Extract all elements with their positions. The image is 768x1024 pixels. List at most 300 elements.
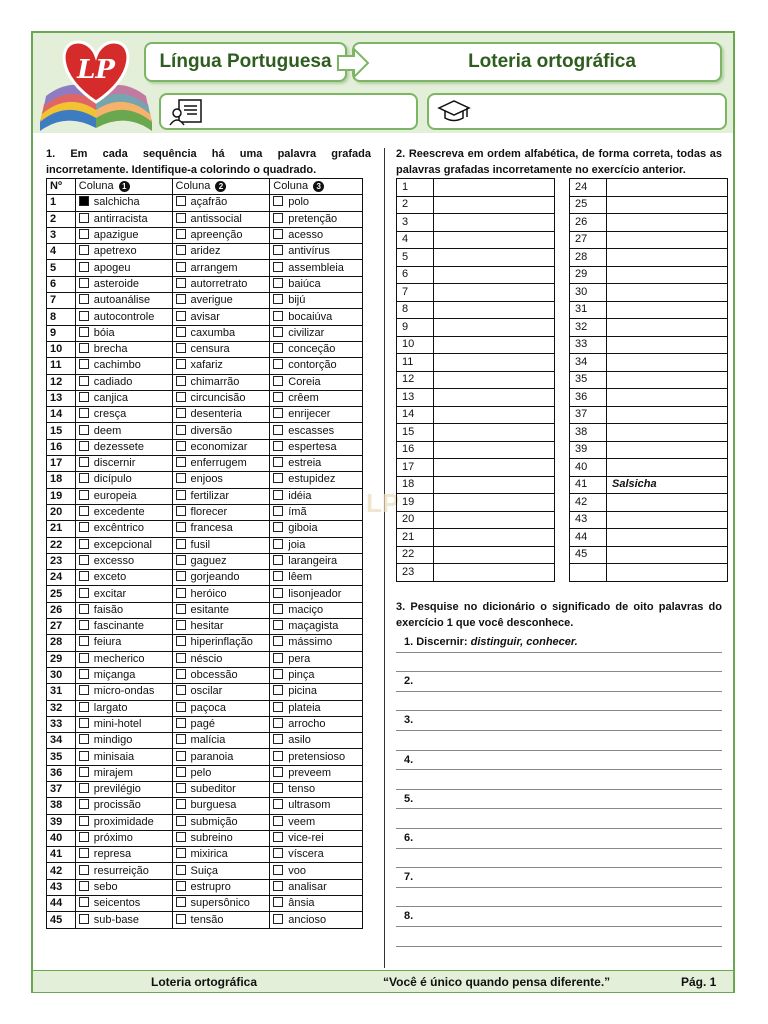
answer-field[interactable] (607, 459, 728, 477)
checkbox[interactable] (176, 734, 186, 744)
checkbox[interactable] (273, 229, 283, 239)
definition-item[interactable]: 8. (396, 907, 722, 927)
student-name-box[interactable] (159, 93, 418, 130)
word-option-col-2[interactable] (172, 423, 270, 439)
checkbox[interactable] (273, 636, 283, 646)
word-option-col-1[interactable] (75, 912, 172, 928)
word-option-col-1[interactable] (75, 521, 172, 537)
answer-field[interactable] (434, 476, 555, 494)
checkbox[interactable] (176, 865, 186, 875)
word-option-col-3[interactable] (270, 456, 363, 472)
checkbox[interactable] (79, 245, 89, 255)
checkbox[interactable] (79, 490, 89, 500)
checkbox[interactable] (176, 229, 186, 239)
checkbox[interactable] (79, 294, 89, 304)
word-option-col-1[interactable] (75, 439, 172, 455)
word-option-col-1[interactable] (75, 684, 172, 700)
checkbox[interactable] (176, 506, 186, 516)
answer-field[interactable] (434, 301, 555, 319)
checkbox[interactable] (79, 213, 89, 223)
answer-field[interactable] (607, 494, 728, 512)
word-option-col-1[interactable] (75, 896, 172, 912)
word-option-col-2[interactable] (172, 341, 270, 357)
word-option-col-3[interactable] (270, 325, 363, 341)
checkbox[interactable] (79, 620, 89, 630)
checkbox[interactable] (79, 392, 89, 402)
definition-item[interactable]: 7. (396, 868, 722, 888)
answer-field[interactable]: Salsicha (607, 476, 728, 494)
checkbox[interactable] (79, 441, 89, 451)
word-option-col-3[interactable] (270, 912, 363, 928)
checkbox[interactable] (79, 343, 89, 353)
word-option-col-3[interactable] (270, 276, 363, 292)
checkbox[interactable] (79, 229, 89, 239)
checkbox[interactable] (79, 767, 89, 777)
word-option-col-1[interactable] (75, 749, 172, 765)
checkbox[interactable] (273, 278, 283, 288)
answer-line[interactable] (396, 849, 722, 869)
word-option-col-2[interactable] (172, 358, 270, 374)
checkbox[interactable] (176, 555, 186, 565)
answer-field[interactable] (607, 529, 728, 547)
word-option-col-1[interactable] (75, 488, 172, 504)
checkbox[interactable] (79, 473, 89, 483)
checkbox[interactable] (176, 832, 186, 842)
word-option-col-1[interactable] (75, 325, 172, 341)
word-option-col-2[interactable] (172, 195, 270, 211)
word-option-col-3[interactable] (270, 488, 363, 504)
checkbox[interactable] (273, 245, 283, 255)
word-option-col-1[interactable] (75, 798, 172, 814)
answer-field[interactable] (434, 249, 555, 267)
checkbox[interactable] (176, 425, 186, 435)
checkbox[interactable] (79, 408, 89, 418)
word-option-col-3[interactable] (270, 260, 363, 276)
checkbox[interactable] (273, 751, 283, 761)
word-option-col-1[interactable] (75, 635, 172, 651)
checkbox[interactable] (79, 783, 89, 793)
word-option-col-3[interactable] (270, 651, 363, 667)
word-option-col-2[interactable] (172, 651, 270, 667)
checkbox[interactable] (79, 262, 89, 272)
checkbox[interactable] (273, 490, 283, 500)
word-option-col-2[interactable] (172, 227, 270, 243)
answer-field[interactable] (607, 546, 728, 564)
checkbox[interactable] (79, 522, 89, 532)
answer-field[interactable] (434, 284, 555, 302)
word-option-col-2[interactable] (172, 602, 270, 618)
word-option-col-2[interactable] (172, 521, 270, 537)
word-option-col-1[interactable] (75, 700, 172, 716)
word-option-col-2[interactable] (172, 912, 270, 928)
word-option-col-3[interactable] (270, 553, 363, 569)
word-option-col-3[interactable] (270, 896, 363, 912)
checkbox[interactable] (273, 865, 283, 875)
answer-line[interactable] (396, 770, 722, 790)
word-option-col-2[interactable] (172, 814, 270, 830)
word-option-col-2[interactable] (172, 407, 270, 423)
answer-field[interactable] (434, 336, 555, 354)
word-option-col-1[interactable] (75, 407, 172, 423)
word-option-col-2[interactable] (172, 439, 270, 455)
checkbox[interactable] (273, 555, 283, 565)
word-option-col-2[interactable] (172, 798, 270, 814)
answer-field[interactable] (434, 389, 555, 407)
word-option-col-2[interactable] (172, 293, 270, 309)
word-option-col-3[interactable] (270, 749, 363, 765)
checkbox[interactable] (176, 588, 186, 598)
checkbox[interactable] (79, 751, 89, 761)
word-option-col-3[interactable] (270, 195, 363, 211)
checkbox[interactable] (176, 294, 186, 304)
answer-field[interactable] (607, 196, 728, 214)
definition-item[interactable]: 6. (396, 829, 722, 849)
checkbox[interactable] (176, 881, 186, 891)
answer-field[interactable] (607, 179, 728, 197)
answer-field[interactable] (607, 511, 728, 529)
word-option-col-1[interactable] (75, 716, 172, 732)
word-option-col-3[interactable] (270, 781, 363, 797)
checkbox[interactable] (273, 702, 283, 712)
definition-item[interactable]: 3. (396, 711, 722, 731)
answer-field[interactable] (607, 389, 728, 407)
checkbox[interactable] (79, 669, 89, 679)
checkbox[interactable] (79, 832, 89, 842)
word-option-col-2[interactable] (172, 896, 270, 912)
checkbox[interactable] (176, 669, 186, 679)
checkbox[interactable] (176, 327, 186, 337)
answer-field[interactable] (434, 214, 555, 232)
answer-field[interactable] (607, 266, 728, 284)
checkbox[interactable] (273, 799, 283, 809)
checkbox[interactable] (273, 441, 283, 451)
checkbox[interactable] (273, 327, 283, 337)
word-option-col-2[interactable] (172, 488, 270, 504)
word-option-col-2[interactable] (172, 765, 270, 781)
word-option-col-1[interactable] (75, 879, 172, 895)
checkbox[interactable] (273, 457, 283, 467)
answer-field[interactable] (607, 214, 728, 232)
word-option-col-1[interactable] (75, 423, 172, 439)
word-option-col-3[interactable] (270, 667, 363, 683)
checkbox[interactable] (273, 522, 283, 532)
checkbox[interactable] (79, 604, 89, 614)
answer-line[interactable] (396, 809, 722, 829)
word-option-col-2[interactable] (172, 472, 270, 488)
checkbox[interactable] (176, 408, 186, 418)
checkbox[interactable] (176, 196, 186, 206)
word-option-col-2[interactable] (172, 700, 270, 716)
definition-item[interactable]: 5. (396, 790, 722, 810)
word-option-col-2[interactable] (172, 781, 270, 797)
checkbox[interactable] (273, 669, 283, 679)
word-option-col-2[interactable] (172, 635, 270, 651)
checkbox[interactable] (176, 751, 186, 761)
answer-field[interactable] (434, 564, 555, 582)
checkbox[interactable] (273, 571, 283, 581)
checkbox[interactable] (79, 897, 89, 907)
checkbox[interactable] (176, 522, 186, 532)
word-option-col-1[interactable] (75, 619, 172, 635)
checkbox[interactable] (176, 620, 186, 630)
answer-field[interactable] (607, 441, 728, 459)
checkbox[interactable] (176, 571, 186, 581)
word-option-col-3[interactable] (270, 390, 363, 406)
answer-field[interactable] (434, 511, 555, 529)
word-option-col-3[interactable] (270, 293, 363, 309)
answer-field[interactable] (607, 231, 728, 249)
answer-field[interactable] (607, 319, 728, 337)
checkbox[interactable] (273, 213, 283, 223)
word-option-col-1[interactable] (75, 814, 172, 830)
word-option-col-1[interactable] (75, 602, 172, 618)
answer-field[interactable] (607, 406, 728, 424)
answer-field[interactable] (434, 179, 555, 197)
word-option-col-3[interactable] (270, 586, 363, 602)
class-info-box[interactable] (427, 93, 727, 130)
checkbox[interactable] (273, 783, 283, 793)
checkbox[interactable] (176, 441, 186, 451)
word-option-col-3[interactable] (270, 879, 363, 895)
answer-field[interactable] (434, 354, 555, 372)
checkbox[interactable] (176, 213, 186, 223)
checkbox[interactable] (176, 457, 186, 467)
word-option-col-3[interactable] (270, 814, 363, 830)
checkbox[interactable] (273, 539, 283, 549)
checkbox[interactable] (273, 506, 283, 516)
word-option-col-3[interactable] (270, 830, 363, 846)
checkbox[interactable] (79, 196, 89, 206)
checkbox[interactable] (176, 767, 186, 777)
checkbox[interactable] (79, 865, 89, 875)
checkbox[interactable] (176, 490, 186, 500)
word-option-col-3[interactable] (270, 472, 363, 488)
word-option-col-1[interactable] (75, 830, 172, 846)
checkbox[interactable] (176, 718, 186, 728)
word-option-col-1[interactable] (75, 456, 172, 472)
word-option-col-1[interactable] (75, 537, 172, 553)
word-option-col-2[interactable] (172, 456, 270, 472)
checkbox[interactable] (176, 473, 186, 483)
word-option-col-3[interactable] (270, 521, 363, 537)
word-option-col-1[interactable] (75, 309, 172, 325)
word-option-col-3[interactable] (270, 619, 363, 635)
word-option-col-2[interactable] (172, 684, 270, 700)
word-option-col-2[interactable] (172, 309, 270, 325)
word-option-col-2[interactable] (172, 586, 270, 602)
word-option-col-3[interactable] (270, 733, 363, 749)
answer-field[interactable] (434, 196, 555, 214)
checkbox[interactable] (273, 392, 283, 402)
word-option-col-1[interactable] (75, 227, 172, 243)
answer-field[interactable] (607, 284, 728, 302)
word-option-col-3[interactable] (270, 374, 363, 390)
word-option-col-1[interactable] (75, 293, 172, 309)
word-option-col-1[interactable] (75, 341, 172, 357)
word-option-col-2[interactable] (172, 374, 270, 390)
word-option-col-1[interactable] (75, 733, 172, 749)
checkbox[interactable] (176, 392, 186, 402)
word-option-col-3[interactable] (270, 309, 363, 325)
answer-field[interactable] (607, 336, 728, 354)
answer-field[interactable] (434, 266, 555, 284)
word-option-col-1[interactable] (75, 195, 172, 211)
answer-line[interactable] (396, 927, 722, 947)
word-option-col-3[interactable] (270, 537, 363, 553)
word-option-col-2[interactable] (172, 830, 270, 846)
answer-field[interactable] (607, 564, 728, 582)
checkbox[interactable] (273, 734, 283, 744)
word-option-col-3[interactable] (270, 700, 363, 716)
word-option-col-1[interactable] (75, 472, 172, 488)
checkbox[interactable] (176, 262, 186, 272)
checkbox[interactable] (273, 604, 283, 614)
checkbox[interactable] (273, 425, 283, 435)
answer-field[interactable] (434, 441, 555, 459)
checkbox[interactable] (273, 914, 283, 924)
checkbox[interactable] (79, 848, 89, 858)
word-option-col-3[interactable] (270, 716, 363, 732)
answer-field[interactable] (607, 354, 728, 372)
answer-field[interactable] (607, 424, 728, 442)
checkbox[interactable] (176, 359, 186, 369)
checkbox[interactable] (79, 506, 89, 516)
checkbox[interactable] (79, 816, 89, 826)
answer-field[interactable] (607, 301, 728, 319)
checkbox[interactable] (273, 848, 283, 858)
checkbox[interactable] (273, 196, 283, 206)
checkbox[interactable] (79, 653, 89, 663)
word-option-col-3[interactable] (270, 635, 363, 651)
word-option-col-3[interactable] (270, 407, 363, 423)
word-option-col-2[interactable] (172, 716, 270, 732)
word-option-col-2[interactable] (172, 847, 270, 863)
checkbox[interactable] (273, 685, 283, 695)
checkbox[interactable] (273, 343, 283, 353)
word-option-col-2[interactable] (172, 733, 270, 749)
checkbox[interactable] (176, 539, 186, 549)
checkbox[interactable] (176, 816, 186, 826)
checkbox[interactable] (79, 425, 89, 435)
word-option-col-3[interactable] (270, 684, 363, 700)
answer-field[interactable] (434, 546, 555, 564)
checkbox[interactable] (273, 832, 283, 842)
word-option-col-2[interactable] (172, 667, 270, 683)
word-option-col-2[interactable] (172, 504, 270, 520)
word-option-col-1[interactable] (75, 504, 172, 520)
word-option-col-1[interactable] (75, 863, 172, 879)
word-option-col-2[interactable] (172, 390, 270, 406)
checkbox[interactable] (176, 848, 186, 858)
checkbox[interactable] (273, 816, 283, 826)
answer-field[interactable] (434, 406, 555, 424)
answer-line[interactable] (396, 731, 722, 751)
checkbox[interactable] (176, 245, 186, 255)
checkbox[interactable] (79, 914, 89, 924)
word-option-col-2[interactable] (172, 863, 270, 879)
checkbox[interactable] (176, 636, 186, 646)
word-option-col-3[interactable] (270, 211, 363, 227)
word-option-col-1[interactable] (75, 570, 172, 586)
word-option-col-1[interactable] (75, 276, 172, 292)
word-option-col-2[interactable] (172, 537, 270, 553)
checkbox[interactable] (79, 359, 89, 369)
answer-line[interactable] (396, 692, 722, 712)
checkbox[interactable] (79, 539, 89, 549)
word-option-col-2[interactable] (172, 570, 270, 586)
word-option-col-2[interactable] (172, 276, 270, 292)
word-option-col-3[interactable] (270, 244, 363, 260)
word-option-col-2[interactable] (172, 325, 270, 341)
checkbox[interactable] (273, 718, 283, 728)
word-option-col-2[interactable] (172, 260, 270, 276)
answer-line[interactable] (396, 888, 722, 908)
checkbox[interactable] (273, 294, 283, 304)
checkbox[interactable] (273, 473, 283, 483)
answer-field[interactable] (434, 424, 555, 442)
checkbox[interactable] (79, 702, 89, 712)
word-option-col-1[interactable] (75, 260, 172, 276)
checkbox[interactable] (176, 897, 186, 907)
word-option-col-1[interactable] (75, 358, 172, 374)
word-option-col-3[interactable] (270, 358, 363, 374)
word-option-col-1[interactable] (75, 211, 172, 227)
word-option-col-2[interactable] (172, 749, 270, 765)
word-option-col-1[interactable] (75, 651, 172, 667)
word-option-col-3[interactable] (270, 439, 363, 455)
word-option-col-2[interactable] (172, 619, 270, 635)
answer-field[interactable] (434, 319, 555, 337)
checkbox[interactable] (79, 571, 89, 581)
word-option-col-1[interactable] (75, 374, 172, 390)
checkbox[interactable] (176, 604, 186, 614)
word-option-col-3[interactable] (270, 423, 363, 439)
checkbox[interactable] (79, 685, 89, 695)
checkbox[interactable] (176, 783, 186, 793)
word-option-col-1[interactable] (75, 765, 172, 781)
word-option-col-1[interactable] (75, 847, 172, 863)
word-option-col-1[interactable] (75, 781, 172, 797)
word-option-col-2[interactable] (172, 879, 270, 895)
checkbox[interactable] (273, 767, 283, 777)
checkbox[interactable] (273, 620, 283, 630)
definition-item[interactable]: 2. (396, 672, 722, 692)
checkbox[interactable] (273, 311, 283, 321)
answer-field[interactable] (434, 494, 555, 512)
answer-field[interactable] (434, 371, 555, 389)
word-option-col-3[interactable] (270, 504, 363, 520)
answer-field[interactable] (607, 371, 728, 389)
checkbox[interactable] (79, 327, 89, 337)
checkbox[interactable] (273, 653, 283, 663)
checkbox[interactable] (79, 588, 89, 598)
word-option-col-2[interactable] (172, 211, 270, 227)
checkbox[interactable] (176, 702, 186, 712)
answer-field[interactable] (434, 459, 555, 477)
checkbox[interactable] (79, 457, 89, 467)
checkbox[interactable] (273, 897, 283, 907)
answer-field[interactable] (434, 231, 555, 249)
checkbox[interactable] (176, 914, 186, 924)
checkbox[interactable] (273, 588, 283, 598)
word-option-col-3[interactable] (270, 570, 363, 586)
word-option-col-3[interactable] (270, 863, 363, 879)
word-option-col-3[interactable] (270, 341, 363, 357)
checkbox[interactable] (176, 311, 186, 321)
word-option-col-3[interactable] (270, 847, 363, 863)
word-option-col-1[interactable] (75, 667, 172, 683)
checkbox[interactable] (79, 718, 89, 728)
